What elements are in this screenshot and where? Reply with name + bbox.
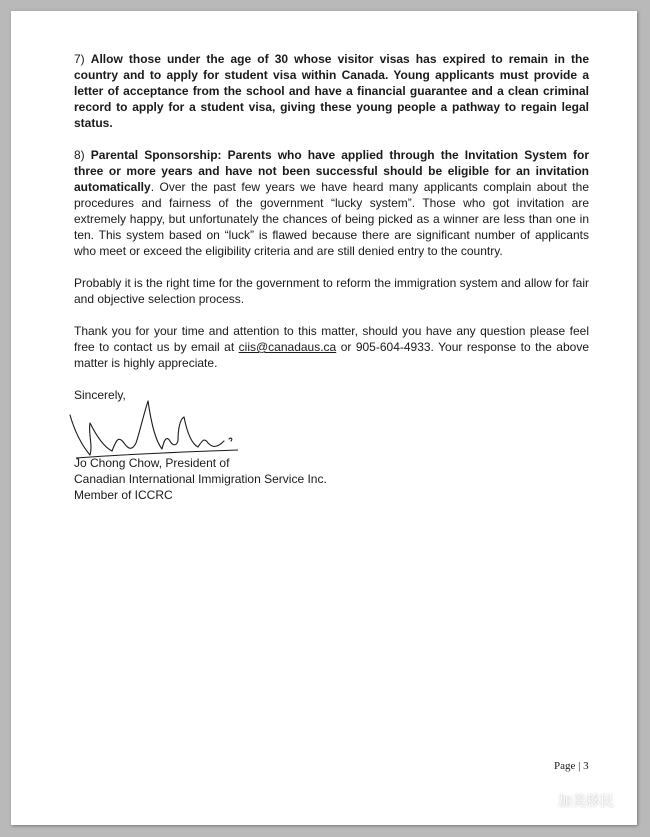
handwritten-signature bbox=[66, 397, 241, 459]
signatory-name: Jo Chong Chow, President of bbox=[74, 456, 230, 470]
page-number: Page | 3 bbox=[554, 760, 589, 772]
letter-body bbox=[74, 51, 589, 503]
item-8-bold-text: Parental Sponsorship: Parents who have applied through the Invitation System for three or more years and have not been successful should be eligible for an invitation automatically bbox=[74, 148, 589, 194]
thanks-text-end: or 905-604-4933. Your response to the above matter is highly appreciate. bbox=[74, 340, 589, 370]
closing: Sincerely, bbox=[74, 388, 126, 402]
item-7-number: 7) bbox=[74, 52, 85, 66]
watermark-text: 加美移民 bbox=[558, 794, 614, 810]
letter-page bbox=[11, 11, 637, 825]
signatory-company: Canadian International Immigration Service Inc. bbox=[74, 472, 327, 486]
item-8-paragraph bbox=[74, 147, 589, 259]
email-link[interactable]: ciis@canadaus.ca bbox=[238, 340, 337, 354]
thanks-paragraph bbox=[74, 323, 589, 371]
wechat-icon bbox=[528, 791, 552, 811]
item-8-number: 8) bbox=[74, 148, 85, 162]
item-8-text: . Over the past few years we have heard many applicants complain about the procedures and fairness of the government “lucky system”. Those who got invitation are extremely happy, but unfortunately the chances of being picked as a winner are less than one in ten. This system based on “luck” is flawed because there are significant number of applicants who meet or exceed the eligibility criteria and are still denied entry to the country. bbox=[74, 180, 589, 258]
thanks-text: Thank you for your time and attention to this matter, should you have any question please feel free to contact us by email at bbox=[74, 324, 589, 354]
item-7-paragraph bbox=[74, 51, 589, 131]
watermark bbox=[528, 789, 614, 813]
item-7-text: Allow those under the age of 30 whose visitor visas has expired to remain in the country and to apply for student visa within Canada. Young applicants must provide a letter of acceptance from the school and have a financial guarantee and a clean criminal record to apply for a student visa, giving these young people a pathway to regain legal status. bbox=[74, 52, 589, 130]
signature-block bbox=[74, 403, 589, 455]
reform-paragraph: Probably it is the right time for the government to reform the immigration system and allow for fair and objective selection process. bbox=[74, 276, 589, 306]
signatory-membership: Member of ICCRC bbox=[74, 488, 173, 502]
